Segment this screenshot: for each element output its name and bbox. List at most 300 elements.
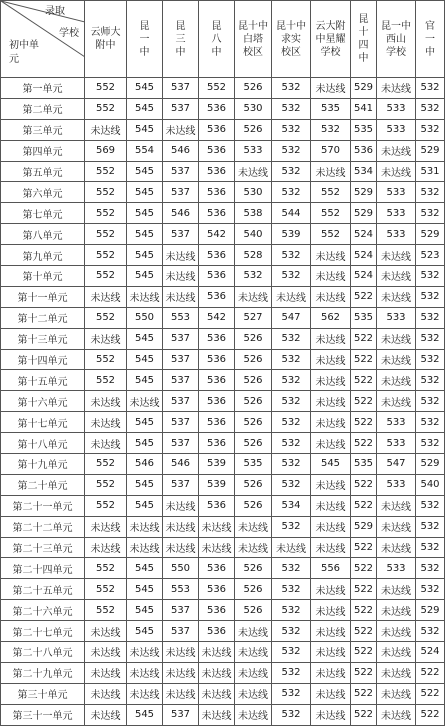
table-row — [1, 391, 445, 412]
score-cell: 537 — [163, 328, 199, 349]
score-cell: 523 — [416, 245, 445, 266]
score-cell: 542 — [199, 224, 235, 245]
score-cell: 542 — [199, 307, 235, 328]
unit-label-cell: 第十八单元 — [1, 433, 85, 454]
score-cell: 553 — [163, 579, 199, 600]
score-cell: 529 — [416, 454, 445, 475]
score-cell: 536 — [199, 328, 235, 349]
score-cell: 未达线 — [377, 683, 416, 704]
school-name-line: 昆十中 — [238, 20, 268, 32]
table-row — [1, 579, 445, 600]
table-row — [1, 600, 445, 621]
score-cell: 未达线 — [163, 516, 199, 537]
score-cell: 539 — [199, 454, 235, 475]
score-cell: 未达线 — [199, 704, 235, 725]
score-cell: 未达线 — [311, 495, 351, 516]
score-cell: 未达线 — [235, 642, 272, 663]
unit-label-cell: 第八单元 — [1, 224, 85, 245]
score-cell: 537 — [163, 349, 199, 370]
score-cell: 未达线 — [311, 516, 351, 537]
score-cell: 537 — [163, 224, 199, 245]
score-cell: 537 — [163, 704, 199, 725]
score-cell: 534 — [351, 161, 377, 182]
score-cell: 未达线 — [272, 286, 311, 307]
score-cell: 未达线 — [127, 516, 163, 537]
score-cell: 532 — [272, 370, 311, 391]
unit-label-cell: 第五单元 — [1, 161, 85, 182]
score-cell: 537 — [163, 98, 199, 119]
school-header-cell — [272, 1, 311, 78]
school-name-line: 中星耀 — [315, 33, 346, 45]
score-cell: 526 — [235, 412, 272, 433]
score-cell: 524 — [351, 266, 377, 287]
score-cell: 545 — [127, 203, 163, 224]
score-cell: 未达线 — [311, 245, 351, 266]
score-cell: 552 — [85, 203, 127, 224]
score-cell: 未达线 — [235, 516, 272, 537]
score-cell: 526 — [235, 579, 272, 600]
score-cell: 552 — [85, 579, 127, 600]
score-cell: 537 — [163, 600, 199, 621]
score-cell: 552 — [199, 78, 235, 99]
score-cell: 532 — [416, 328, 445, 349]
school-name-line: 昆十中 — [276, 20, 306, 32]
score-cell: 529 — [351, 516, 377, 537]
school-name — [238, 20, 268, 59]
table-row — [1, 474, 445, 495]
score-cell: 526 — [235, 370, 272, 391]
score-cell: 522 — [351, 579, 377, 600]
score-cell: 536 — [199, 495, 235, 516]
score-cell: 529 — [351, 203, 377, 224]
unit-label-cell: 第十五单元 — [1, 370, 85, 391]
score-cell: 536 — [199, 391, 235, 412]
school-name-line: 十 — [358, 27, 369, 38]
school-name-line: 昆一中 — [381, 20, 411, 32]
score-cell: 522 — [351, 704, 377, 725]
score-cell: 未达线 — [199, 642, 235, 663]
score-cell: 552 — [85, 266, 127, 287]
score-cell: 未达线 — [377, 600, 416, 621]
score-cell: 546 — [163, 140, 199, 161]
score-cell: 527 — [235, 307, 272, 328]
unit-label-cell: 第二十五单元 — [1, 579, 85, 600]
score-cell: 532 — [416, 621, 445, 642]
score-cell: 未达线 — [377, 621, 416, 642]
score-cell: 545 — [311, 454, 351, 475]
score-cell: 未达线 — [311, 370, 351, 391]
table-row — [1, 78, 445, 99]
score-cell: 未达线 — [311, 537, 351, 558]
score-cell: 未达线 — [163, 119, 199, 140]
table-row — [1, 558, 445, 579]
score-cell: 522 — [351, 412, 377, 433]
score-cell: 537 — [163, 433, 199, 454]
score-cell: 未达线 — [85, 642, 127, 663]
score-cell: 未达线 — [377, 349, 416, 370]
table-row — [1, 286, 445, 307]
score-cell: 552 — [85, 370, 127, 391]
school-name — [359, 13, 369, 65]
score-cell: 532 — [272, 140, 311, 161]
table-row — [1, 704, 445, 725]
score-cell: 未达线 — [85, 286, 127, 307]
score-cell: 526 — [235, 433, 272, 454]
score-cell: 545 — [127, 370, 163, 391]
score-cell: 未达线 — [377, 245, 416, 266]
score-cell: 552 — [85, 307, 127, 328]
school-name-line: 云大附 — [315, 20, 346, 32]
school-name-line: 一 — [139, 33, 150, 45]
score-cell: 552 — [85, 161, 127, 182]
score-cell: 545 — [127, 704, 163, 725]
score-cell: 未达线 — [127, 286, 163, 307]
score-cell: 未达线 — [311, 266, 351, 287]
school-name — [176, 20, 186, 59]
score-cell: 未达线 — [235, 537, 272, 558]
score-cell: 未达线 — [311, 391, 351, 412]
score-cell: 545 — [127, 495, 163, 516]
score-cell: 未达线 — [163, 642, 199, 663]
score-cell: 550 — [163, 558, 199, 579]
score-cell: 536 — [199, 161, 235, 182]
unit-label-cell: 第十三单元 — [1, 328, 85, 349]
score-cell: 552 — [85, 78, 127, 99]
score-cell: 545 — [127, 621, 163, 642]
school-name-line: 中 — [211, 46, 222, 58]
score-cell: 未达线 — [311, 600, 351, 621]
score-cell: 536 — [199, 98, 235, 119]
table-body — [1, 78, 445, 726]
score-cell: 未达线 — [377, 140, 416, 161]
score-cell: 未达线 — [377, 516, 416, 537]
unit-label-cell: 第十一单元 — [1, 286, 85, 307]
score-cell: 532 — [416, 558, 445, 579]
school-header-cell — [377, 1, 416, 78]
unit-label-cell: 第二十八单元 — [1, 642, 85, 663]
score-cell: 531 — [416, 161, 445, 182]
score-cell: 536 — [199, 182, 235, 203]
score-cell: 526 — [235, 119, 272, 140]
score-cell: 未达线 — [311, 683, 351, 704]
score-cell: 545 — [127, 266, 163, 287]
score-cell: 529 — [416, 224, 445, 245]
score-cell: 532 — [416, 516, 445, 537]
score-cell: 546 — [127, 454, 163, 475]
score-cell: 532 — [272, 119, 311, 140]
score-cell: 536 — [199, 412, 235, 433]
score-cell: 532 — [416, 579, 445, 600]
score-cell: 536 — [199, 558, 235, 579]
score-cell: 522 — [351, 495, 377, 516]
score-cell: 536 — [199, 266, 235, 287]
score-cell: 552 — [85, 558, 127, 579]
score-cell: 570 — [311, 140, 351, 161]
score-cell: 526 — [235, 474, 272, 495]
unit-label-cell: 第三十一单元 — [1, 704, 85, 725]
score-cell: 未达线 — [85, 704, 127, 725]
school-name-line: 昆 — [358, 14, 369, 25]
score-cell: 545 — [127, 349, 163, 370]
score-cell: 536 — [199, 119, 235, 140]
score-cell: 545 — [127, 433, 163, 454]
score-cell: 未达线 — [377, 642, 416, 663]
score-cell: 526 — [235, 391, 272, 412]
score-cell: 537 — [163, 412, 199, 433]
score-cell: 530 — [235, 182, 272, 203]
score-cell: 526 — [235, 600, 272, 621]
score-cell: 532 — [272, 349, 311, 370]
score-cell: 532 — [272, 683, 311, 704]
score-cell: 535 — [235, 454, 272, 475]
unit-label-cell: 第二十七单元 — [1, 621, 85, 642]
score-cell: 528 — [235, 245, 272, 266]
score-cell: 532 — [272, 474, 311, 495]
score-cell: 552 — [85, 98, 127, 119]
score-cell: 533 — [377, 412, 416, 433]
score-cell: 未达线 — [377, 78, 416, 99]
school-name — [381, 20, 411, 59]
score-cell: 526 — [235, 328, 272, 349]
score-cell: 552 — [85, 349, 127, 370]
score-cell: 未达线 — [311, 78, 351, 99]
score-cell: 未达线 — [163, 245, 199, 266]
corner-label-school: 学校 — [59, 28, 79, 39]
score-cell: 532 — [272, 161, 311, 182]
unit-label-cell: 第二十一单元 — [1, 495, 85, 516]
score-cell: 522 — [416, 704, 445, 725]
unit-label-cell: 第十九单元 — [1, 454, 85, 475]
score-cell: 545 — [127, 161, 163, 182]
score-cell: 532 — [272, 328, 311, 349]
score-cell: 522 — [351, 537, 377, 558]
unit-label-cell: 第十七单元 — [1, 412, 85, 433]
score-cell: 552 — [85, 474, 127, 495]
table-row — [1, 266, 445, 287]
score-cell: 未达线 — [163, 683, 199, 704]
score-cell: 537 — [163, 474, 199, 495]
score-cell: 536 — [199, 370, 235, 391]
score-cell: 532 — [272, 98, 311, 119]
score-cell: 524 — [351, 224, 377, 245]
score-cell: 526 — [235, 78, 272, 99]
score-cell: 532 — [272, 182, 311, 203]
school-header-cell — [127, 1, 163, 78]
score-cell: 未达线 — [85, 537, 127, 558]
score-cell: 537 — [163, 78, 199, 99]
score-cell: 545 — [127, 579, 163, 600]
score-cell: 532 — [272, 600, 311, 621]
unit-label-cell: 第二十二单元 — [1, 516, 85, 537]
score-cell: 545 — [127, 98, 163, 119]
score-cell: 536 — [199, 245, 235, 266]
school-header-cell — [199, 1, 235, 78]
school-name-line: 一 — [425, 33, 435, 45]
score-cell: 533 — [377, 203, 416, 224]
table-row — [1, 537, 445, 558]
unit-label-cell: 第六单元 — [1, 182, 85, 203]
score-cell: 532 — [416, 537, 445, 558]
score-cell: 未达线 — [311, 621, 351, 642]
score-cell: 522 — [351, 328, 377, 349]
school-header-cell — [416, 1, 445, 78]
score-cell: 532 — [416, 286, 445, 307]
corner-label-unit: 初中单元 — [9, 40, 39, 65]
school-header-cell — [85, 1, 127, 78]
score-cell: 未达线 — [377, 286, 416, 307]
table-row — [1, 119, 445, 140]
score-cell: 535 — [351, 307, 377, 328]
score-cell: 540 — [235, 224, 272, 245]
unit-label-cell: 第七单元 — [1, 203, 85, 224]
score-cell: 未达线 — [127, 391, 163, 412]
table-row — [1, 370, 445, 391]
score-cell: 526 — [235, 558, 272, 579]
score-cell: 537 — [163, 182, 199, 203]
unit-label-cell: 第三单元 — [1, 119, 85, 140]
unit-label-cell: 第十六单元 — [1, 391, 85, 412]
score-cell: 529 — [351, 182, 377, 203]
score-cell: 未达线 — [199, 537, 235, 558]
score-cell: 545 — [127, 78, 163, 99]
score-cell: 未达线 — [235, 161, 272, 182]
score-cell: 541 — [351, 98, 377, 119]
school-name-line: 附中 — [95, 40, 116, 51]
score-cell: 未达线 — [235, 621, 272, 642]
score-cell: 未达线 — [85, 516, 127, 537]
score-cell: 未达线 — [127, 642, 163, 663]
school-name-line: 四 — [358, 40, 369, 51]
score-cell: 532 — [416, 182, 445, 203]
school-name-line: 中 — [358, 53, 369, 64]
school-name-line: 官 — [425, 20, 435, 32]
school-name-line: 三 — [175, 33, 186, 45]
score-cell: 未达线 — [85, 621, 127, 642]
score-cell: 532 — [272, 516, 311, 537]
score-cell: 未达线 — [377, 495, 416, 516]
score-cell: 532 — [416, 307, 445, 328]
table-row — [1, 224, 445, 245]
score-cell: 532 — [416, 98, 445, 119]
score-cell: 未达线 — [163, 495, 199, 516]
score-cell: 545 — [127, 600, 163, 621]
score-cell: 532 — [416, 266, 445, 287]
score-cell: 未达线 — [311, 474, 351, 495]
score-cell: 545 — [127, 558, 163, 579]
score-cell: 552 — [85, 245, 127, 266]
school-name-line: 中 — [175, 46, 186, 58]
score-cell: 556 — [311, 558, 351, 579]
score-cell: 未达线 — [311, 286, 351, 307]
score-cell: 544 — [272, 203, 311, 224]
unit-label-cell: 第三十单元 — [1, 683, 85, 704]
score-cell: 533 — [377, 474, 416, 495]
score-cell: 未达线 — [163, 662, 199, 683]
table-row — [1, 495, 445, 516]
score-cell: 550 — [127, 307, 163, 328]
table-row — [1, 349, 445, 370]
score-cell: 未达线 — [311, 642, 351, 663]
score-cell: 552 — [85, 224, 127, 245]
score-cell: 532 — [272, 266, 311, 287]
score-cell: 533 — [377, 558, 416, 579]
score-cell: 522 — [351, 349, 377, 370]
school-name-line: 白塔 — [243, 33, 263, 45]
table-row — [1, 98, 445, 119]
score-cell: 未达线 — [377, 266, 416, 287]
score-cell: 534 — [272, 495, 311, 516]
score-cell: 未达线 — [85, 391, 127, 412]
score-cell: 未达线 — [163, 537, 199, 558]
score-cell: 529 — [351, 78, 377, 99]
score-cell: 522 — [416, 683, 445, 704]
score-cell: 532 — [272, 704, 311, 725]
score-cell: 552 — [85, 495, 127, 516]
score-cell: 536 — [199, 433, 235, 454]
score-cell: 未达线 — [377, 328, 416, 349]
school-name — [316, 20, 346, 59]
score-cell: 532 — [416, 433, 445, 454]
score-cell: 536 — [351, 140, 377, 161]
score-cell: 未达线 — [311, 662, 351, 683]
score-cell: 552 — [311, 203, 351, 224]
score-cell: 未达线 — [235, 704, 272, 725]
score-cell: 未达线 — [85, 683, 127, 704]
school-header-cell — [235, 1, 272, 78]
score-cell: 546 — [163, 454, 199, 475]
score-cell: 522 — [351, 474, 377, 495]
score-cell: 533 — [377, 433, 416, 454]
score-cell: 545 — [127, 328, 163, 349]
score-cell: 532 — [416, 119, 445, 140]
table-row — [1, 161, 445, 182]
score-cell: 536 — [199, 579, 235, 600]
school-name-line: 中 — [425, 46, 435, 58]
school-header-cell — [311, 1, 351, 78]
score-cell: 未达线 — [127, 683, 163, 704]
score-cell: 532 — [416, 78, 445, 99]
score-cell: 522 — [351, 370, 377, 391]
table-row — [1, 245, 445, 266]
score-cell: 522 — [351, 600, 377, 621]
unit-label-cell: 第二十四单元 — [1, 558, 85, 579]
table-row — [1, 683, 445, 704]
header-row — [1, 1, 445, 78]
score-cell: 522 — [351, 391, 377, 412]
score-cell: 未达线 — [311, 161, 351, 182]
score-cell: 552 — [311, 224, 351, 245]
score-cell: 532 — [416, 391, 445, 412]
score-cell: 532 — [272, 454, 311, 475]
score-cell: 539 — [199, 474, 235, 495]
score-cell: 未达线 — [85, 412, 127, 433]
school-name-line: 西山 — [386, 33, 406, 45]
unit-label-cell: 第二十六单元 — [1, 600, 85, 621]
score-cell: 545 — [127, 119, 163, 140]
unit-label-cell: 第二十九单元 — [1, 662, 85, 683]
table-row — [1, 412, 445, 433]
score-cell: 536 — [199, 349, 235, 370]
unit-label-cell: 第四单元 — [1, 140, 85, 161]
score-cell: 532 — [235, 266, 272, 287]
table-row — [1, 642, 445, 663]
table-row — [1, 203, 445, 224]
score-cell: 未达线 — [311, 328, 351, 349]
score-cell: 522 — [351, 642, 377, 663]
score-cell: 526 — [235, 495, 272, 516]
score-cell: 522 — [351, 286, 377, 307]
score-cell: 536 — [199, 600, 235, 621]
